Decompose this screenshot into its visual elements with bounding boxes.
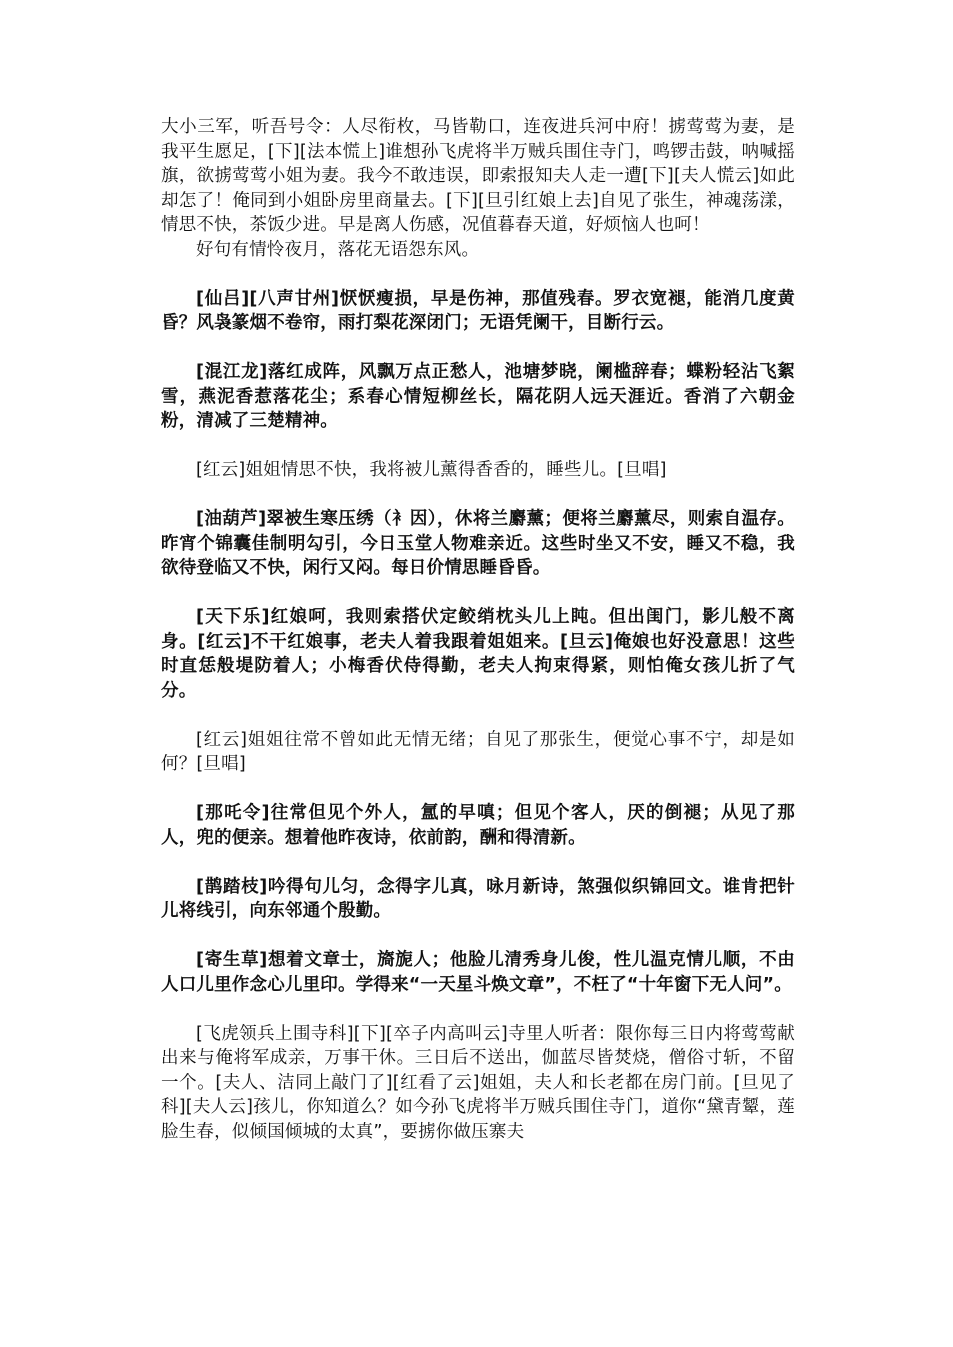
paragraph-8: [红云]姐姐往常不曾如此无情无绪；自见了那张生，便觉心事不宁，却是如何？[旦唱]	[161, 729, 795, 774]
paragraph-5: [红云]姐姐情思不快，我将被儿薰得香香的，睡些儿。[旦唱]	[196, 460, 667, 480]
paragraph-1: 大小三军，听吾号令：人尽衔枚，马皆勒口，连夜进兵河中府！掳莺莺为妻，是我平生愿足，[下][法本慌上]谁想孙飞虎将半万贼兵围住寺门，鸣锣击鼓，呐喊摇旗，欲掳莺莺小姐为妻。我今不敢违误，即索报知夫人走一遭[下][夫人慌云]如此却怎了！俺同到小姐卧房里商量去。[下][旦引红娘上去]自见了张生，神魂荡漾，情思不快，茶饭少进。早是离人伤感，况值暮春天道，好烦恼人也呵！	[161, 117, 795, 235]
paragraph-6: [油葫芦]翠被生寒压绣（衤因），休将兰麝薰；便将兰麝薰尽，则索自温存。昨宵个锦囊佳制明勾引，今日玉堂人物难亲近。这些时坐又不安，睡又不稳，我欲待登临又不快，闲行又闷。每日价情思睡昏昏。	[161, 509, 795, 578]
paragraph-11: [寄生草]想着文章士，旖旎人；他脸儿清秀身儿俊，性儿温克情儿顺，不由人口儿里作念心儿里印。学得来“一天星斗焕文章”，不枉了“十年窗下无人问”。	[161, 950, 795, 995]
paragraph-7: [天下乐]红娘呵，我则索搭伏定鲛绡枕头儿上盹。但出闺门，影儿般不离身。[红云]不干红娘事，老夫人着我跟着姐姐来。[旦云]俺娘也好没意思！这些时直恁般堤防着人；小梅香伏侍得勤，老夫人拘束得紧，则怕俺女孩儿折了气分。	[161, 607, 795, 701]
paragraph-10: [鹊踏枝]吟得句儿匀，念得字儿真，咏月新诗，煞强似织锦回文。谁肯把针儿将线引，向东邻通个殷勤。	[161, 876, 795, 921]
document-page	[161, 115, 795, 1169]
paragraph-9: [那吒令]往常但见个外人，氲的早嗔；但见个客人，厌的倒褪；从见了那人，兜的便亲。想着他昨夜诗，依前韵，酬和得清新。	[161, 803, 795, 848]
paragraph-3: [仙吕][八声甘州]恹恹瘦损，早是伤神，那值残春。罗衣宽褪，能消几度黄昏？风袅篆烟不卷帘，雨打梨花深闭门；无语凭阑干，目断行云。	[161, 288, 795, 333]
paragraph-12: [飞虎领兵上围寺科][下][卒子内高叫云]寺里人听者：限你每三日内将莺莺献出来与俺将军成亲，万事干休。三日后不送出，伽蓝尽皆焚烧，僧俗寸斩，不留一个。[夫人、洁同上敲门了][红看了云]姐姐，夫人和长老都在房门前。[旦见了科][夫人云]孩儿，你知道么？如今孙飞虎将半万贼兵围住寺门，道你“黛青颦，莲脸生春，似倾国倾城的太真”，要掳你做压寨夫	[161, 1023, 795, 1142]
paragraph-2: 好句有情怜夜月，落花无语怨东风。	[196, 239, 480, 260]
paragraph-4: [混江龙]落红成阵，风飘万点正愁人，池塘梦晓，阑槛辞春；蝶粉轻沾飞絮雪，燕泥香惹落花尘；系春心情短柳丝长，隔花阴人远天涯近。香消了六朝金粉，清减了三楚精神。	[161, 362, 795, 431]
